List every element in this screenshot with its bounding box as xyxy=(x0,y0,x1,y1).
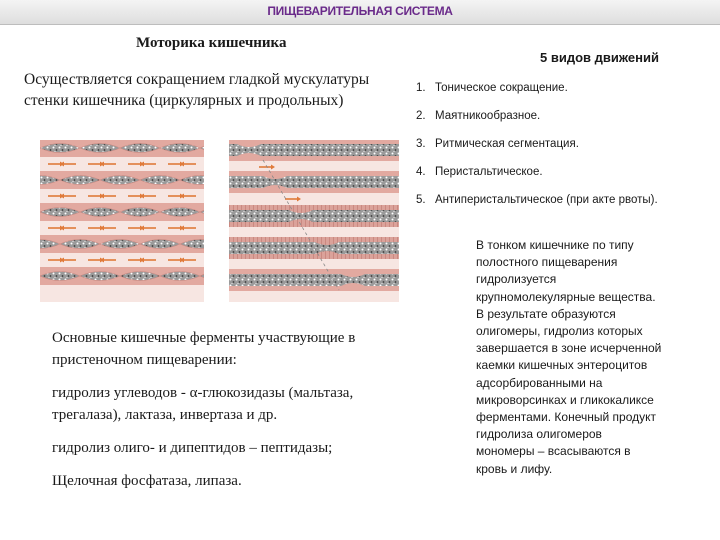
enzymes-paragraph: гидролиз олиго- и дипептидов – пептидазы; xyxy=(52,440,333,456)
intro-line-1: Осуществляется сокращением гладкой мускулатуры xyxy=(24,71,370,88)
digestion-line: олигомеры, гидролиз которых xyxy=(476,324,643,339)
chyme-content xyxy=(229,210,399,222)
digestion-line: завершается в зоне исчерченной xyxy=(476,341,662,356)
digestion-line: гидролизуется xyxy=(476,272,557,287)
digestion-line: гидролиза олигомеров xyxy=(476,427,602,442)
chyme-content xyxy=(229,274,399,286)
digestion-line: каемки кишечных энтероцитов xyxy=(476,358,648,373)
peristalsis-row xyxy=(229,237,399,259)
chyme-content xyxy=(229,242,399,254)
movement-type-item: 3. Ритмическая сегментация. xyxy=(416,138,579,150)
header-title: ПИЩЕВАРИТЕЛЬНАЯ СИСТЕМА xyxy=(267,4,453,18)
intro-line-2: стенки кишечника (циркулярных и продольных) xyxy=(24,92,344,109)
movement-type-item: 1. Тоническое сокращение. xyxy=(416,82,568,94)
movement-types-title: 5 видов движений xyxy=(540,50,659,65)
movement-type-item: 2. Маятникообразное. xyxy=(416,110,541,122)
digestion-line: крупномолекулярные вещества. xyxy=(476,289,656,304)
digestion-line: адсорбированными на xyxy=(476,375,603,390)
digestion-line: полостного пищеварения xyxy=(476,255,618,270)
segmentation-row xyxy=(40,267,204,285)
enzymes-paragraph: Основные кишечные ферменты участвующие в пристеночном пищеварении: xyxy=(52,330,356,368)
movement-types-list xyxy=(416,82,658,222)
digestion-text xyxy=(476,237,706,478)
digestion-line: микроворсинках и гликокаликсе xyxy=(476,392,654,407)
segmentation-diagram xyxy=(40,140,204,302)
enzymes-paragraph: Щелочная фосфатаза, липаза. xyxy=(52,473,242,489)
digestion-line: В результате образуются xyxy=(476,306,616,321)
peristalsis-row xyxy=(229,205,399,227)
digestion-line: В тонком кишечнике по типу xyxy=(476,238,634,252)
movement-type-item: 4. Перистальтическое. xyxy=(416,166,543,178)
digestion-line: кровь и лифу. xyxy=(476,461,553,476)
enzymes-text xyxy=(52,327,412,503)
intro-text xyxy=(24,69,369,111)
enzymes-paragraph: гидролиз углеводов - α-глюкозидазы (мальтаза, трегалаза), лактаза, инвертаза и др. xyxy=(52,385,354,423)
slide-title: Моторика кишечника xyxy=(136,35,287,51)
header-bar xyxy=(0,0,720,25)
digestion-line: ферментами. Конечный продукт xyxy=(476,410,656,425)
movement-type-item: 5. Антиперистальтическое (при акте рвоты). xyxy=(416,194,658,206)
peristalsis-diagram xyxy=(229,140,399,302)
digestion-line: мономеры – всасываются в xyxy=(476,444,631,459)
peristalsis-row xyxy=(229,269,399,291)
chyme-content xyxy=(229,176,399,188)
